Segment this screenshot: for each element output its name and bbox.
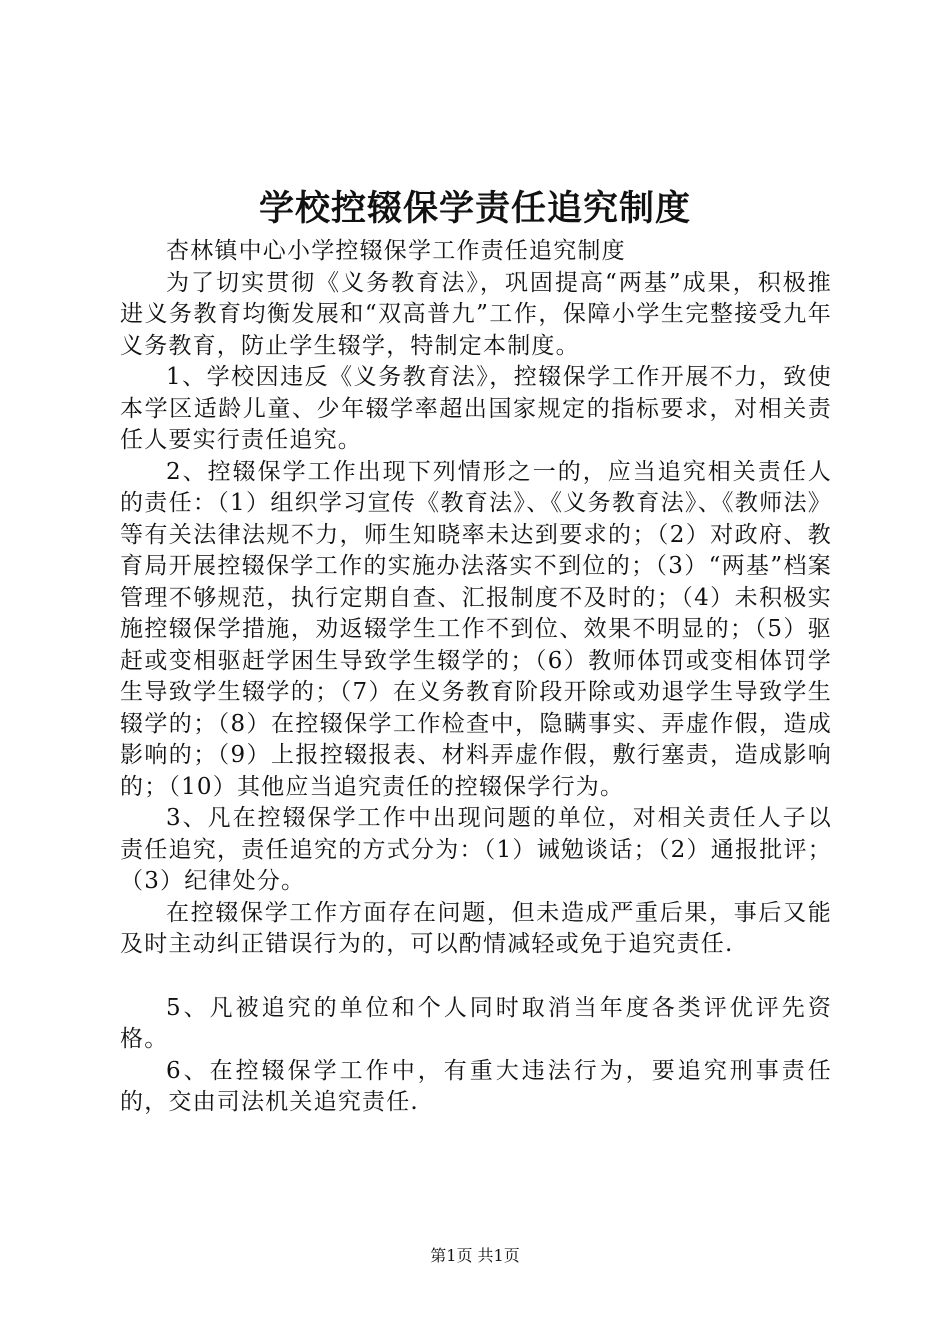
- document-body: [120, 236, 832, 1119]
- paragraph-preamble: 为了切实贯彻《义务教育法》，巩固提高“两基”成果，积极推进义务教育均衡发展和“双高普九”工作，保障小学生完整接受九年义务教育，防止学生辍学，特制定本制度。: [120, 269, 832, 359]
- paragraph-article-2: 2、控辍保学工作出现下列情形之一的，应当追究相关责任人的责任：（1）组织学习宣传《教育法》、《义务教育法》、《教师法》等有关法律法规不力，师生知晓率未达到要求的；（2）对政府、教育局开展控辍保学工作的实施办法落实不到位的；（3）“两基”档案管理不够规范，执行定期自查、汇报制度不及时的；（4）未积极实施控辍保学措施，劝返辍学生工作不到位、效果不明显的；（5）驱赶或变相驱赶学困生导致学生辍学的；（6）教师体罚或变相体罚学生导致学生辍学的；（7）在义务教育阶段开除或劝退学生导致学生辍学的；（8）在控辍保学工作检查中，隐瞒事实、弄虚作假，造成影响的；（9）上报控辍报表、材料弄虚作假，敷行塞责，造成影响的；（10）其他应当追究责任的控辍保学行为。: [120, 458, 832, 800]
- paragraph-article-3: 3、凡在控辍保学工作中出现问题的单位，对相关责任人子以责任追究，责任追究的方式分为：（1）诫勉谈话；（2）通报批评；（3）纪律处分。: [120, 805, 832, 894]
- document-title: 学校控辍保学责任追究制度: [258, 188, 691, 229]
- paragraph-subtitle: 杏林镇中心小学控辍保学工作责任追究制度: [166, 238, 626, 264]
- paragraph-article-1: 1、学校因违反《义务教育法》，控辍保学工作开展不力，致使本学区适龄儿童、少年辍学率超出国家规定的指标要求，对相关责任人要实行责任追究。: [120, 364, 832, 453]
- page-number-footer: 第1页 共1页: [430, 1246, 520, 1265]
- paragraph-mitigation: 在控辍保学工作方面存在问题，但未造成严重后果，事后又能及时主动纠正错误行为的，可以酌情减轻或免于追究责任.: [120, 899, 832, 957]
- paragraph-article-5: 5、凡被追究的单位和个人同时取消当年度各类评优评先资格。: [120, 994, 832, 1052]
- paragraph-article-6: 6、在控辍保学工作中，有重大违法行为，要追究刑事责任的，交由司法机关追究责任.: [120, 1057, 832, 1115]
